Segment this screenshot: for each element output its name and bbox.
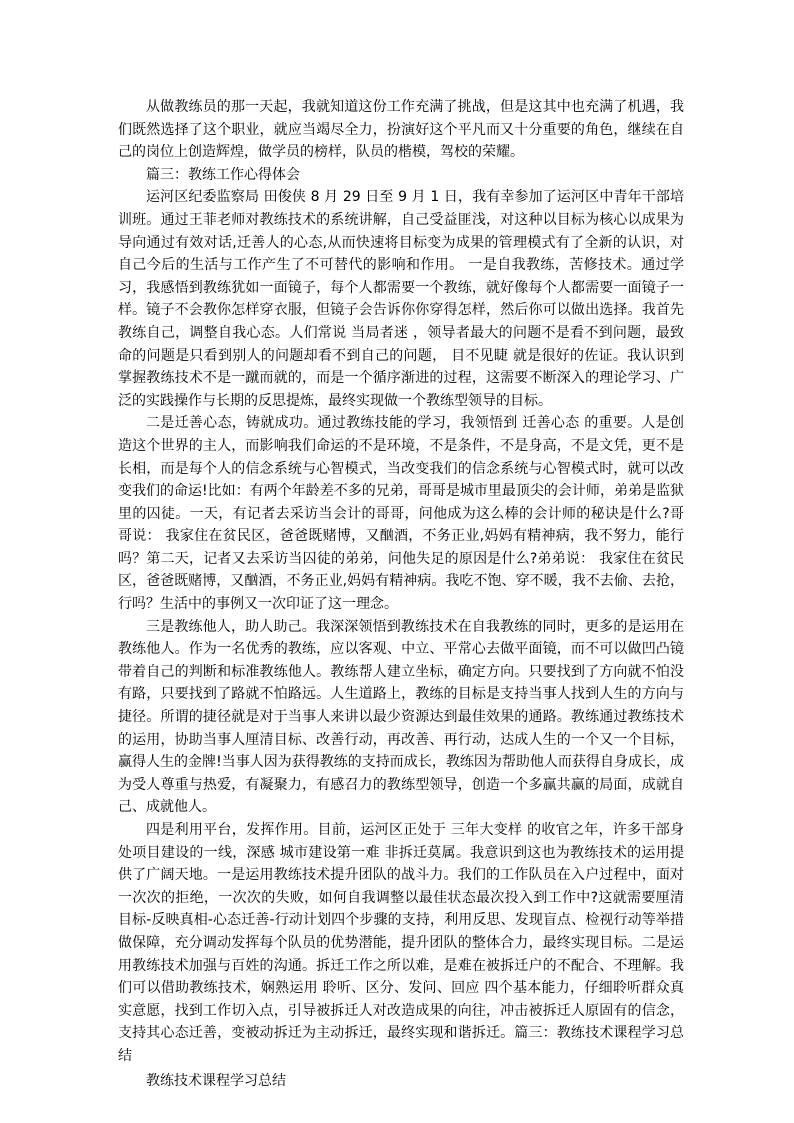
section-heading-part-three: 篇三：教练工作心得体会 [146, 166, 300, 183]
paragraph-self-coaching: 运河区纪委监察局 田俊侠 8 月 29 日至 9 月 1 日，我有幸参加了运河区中青年干部培训班。通过王菲老师对教练技术的系统讲解，自己受益匪浅，对这种以目标为核心以成果为导向通过有效对话,迁善人的心态,从而快速将目标变为成果的管理模式有了全新的认识，对自己今后的生活与工作产生了不可替代的影响和作用。 一是自我教练，苦修技术。通过学习，我感悟到教练犹如一面镜子，每个人都需要一个教练，就好像每个人都需要一面镜子一样。镜子不会教你怎样穿衣服，但镜子会告诉你你穿得怎样，然后你可以做出选择。我首先教练自己，调整自我心态。人们常说 当局者迷 ，领导者最大的问题不是看不到问题，最致命的问题是只看到别人的问题却看不到自己的问题， 目不见睫 就是很好的佐证。我认识到掌握教练技术不是一蹴而就的，而是一个循序渐进的过程，这需要不断深入的理论学习、广泛的实践操作与长期的反思提炼，最终实现做一个教练型领导的目标。 [118, 189, 684, 409]
document-page [118, 96, 684, 1092]
closing-heading: 教练技术课程学习总结 [146, 1072, 286, 1089]
paragraph-platform: 四是利用平台，发挥作用。目前，运河区正处于 三年大变样 的收官之年，许多干部身处项目建设的一线，深感 城市建设第一难 非拆迁莫属。我意识到这也为教练技术的运用提供了广阔天地。一是运用教练技术提升团队的战斗力。我们的工作队员在入户过程中，面对一次次的拒绝，一次次的失败，如何自我调整以最佳状态最次投入到工作中?这就需要厘清目标-反映真相-心态迁善-行动计划四个步骤的支持，利用反思、发现盲点、检视行动等举措做保障，充分调动发挥每个队员的优势潜能，提升团队的整体合力，最终实现目标。二是运用教练技术加强与百姓的沟通。拆迁工作之所以难，是难在被拆迁户的不配合、不理解。我们可以借助教练技术，娴熟运用 聆听、区分、发问、回应 四个基本能力，仔细聆听群众真实意愿，找到工作切入点，引导被拆迁人对改造成果的向往，冲击被拆迁人原固有的信念，支持其心态迁善，变被动拆迁为主动拆迁，最终实现和谐拆迁。篇三：教练技术课程学习总结 [118, 822, 684, 1064]
paragraph-coaching-others: 三是教练他人，助人助己。我深深领悟到教练技术在自我教练的同时，更多的是运用在教练他人。作为一名优秀的教练，应以客观、中立、平常心去做平面镜，而不可以做凹凸镜带着自己的判断和标准教练他人。教练帮人建立坐标，确定方向。只要找到了方向就不怕没有路，只要找到了路就不怕路远。人生道路上，教练的目标是支持当事人找到人生的方向与捷径。所谓的捷径就是对于当事人来讲以最少资源达到最佳效果的通路。教练通过教练技术的运用，协助当事人厘清目标、改善行动，再改善、再行动，达成人生的一个又一个目标，赢得人生的金牌!当事人因为获得教练的支持而成长，教练因为帮助他人而获得自身成长，成为受人尊重与热爱，有凝聚力，有感召力的教练型领导，创造一个多赢共赢的局面，成就自己、成就他人。 [118, 618, 684, 816]
paragraph-mindset: 二是迁善心态，铸就成功。通过教练技能的学习，我领悟到 迁善心态 的重要。人是创造这个世界的主人，而影响我们命运的不是环境，不是条件，不是身高，不是文凭，更不是长相，而是每个人的信念系统与心智模式，当改变我们的信念系统与心智模式时，就可以改变我们的命运!比如：有两个年龄差不多的兄弟，哥哥是城市里最顶尖的会计师，弟弟是监狱里的囚徒。一天，有记者去采访当会计的哥哥，问他成为这么棒的会计师的秘诀是什么?哥哥说： 我家住在贫民区，爸爸既赌博，又酗酒，不务正业,妈妈有精神病，我不努力，能行吗？第二天，记者又去采访当囚徒的弟弟，问他失足的原因是什么?弟弟说： 我家住在贫民区，爸爸既赌博，又酗酒，不务正业,妈妈有精神病。我吃不饱、穿不暖，我不去偷、去抢，行吗？生活中的事例又一次印证了这一理念。 [118, 415, 684, 613]
paragraph-intro: 从做教练员的那一天起，我就知道这份工作充满了挑战，但是这其中也充满了机遇，我们既然选择了这个职业，就应当竭尽全力，扮演好这个平凡而又十分重要的角色，继续在自己的岗位上创造辉煌，做学员的榜样，队员的楷模，驾校的荣耀。 [118, 99, 684, 161]
